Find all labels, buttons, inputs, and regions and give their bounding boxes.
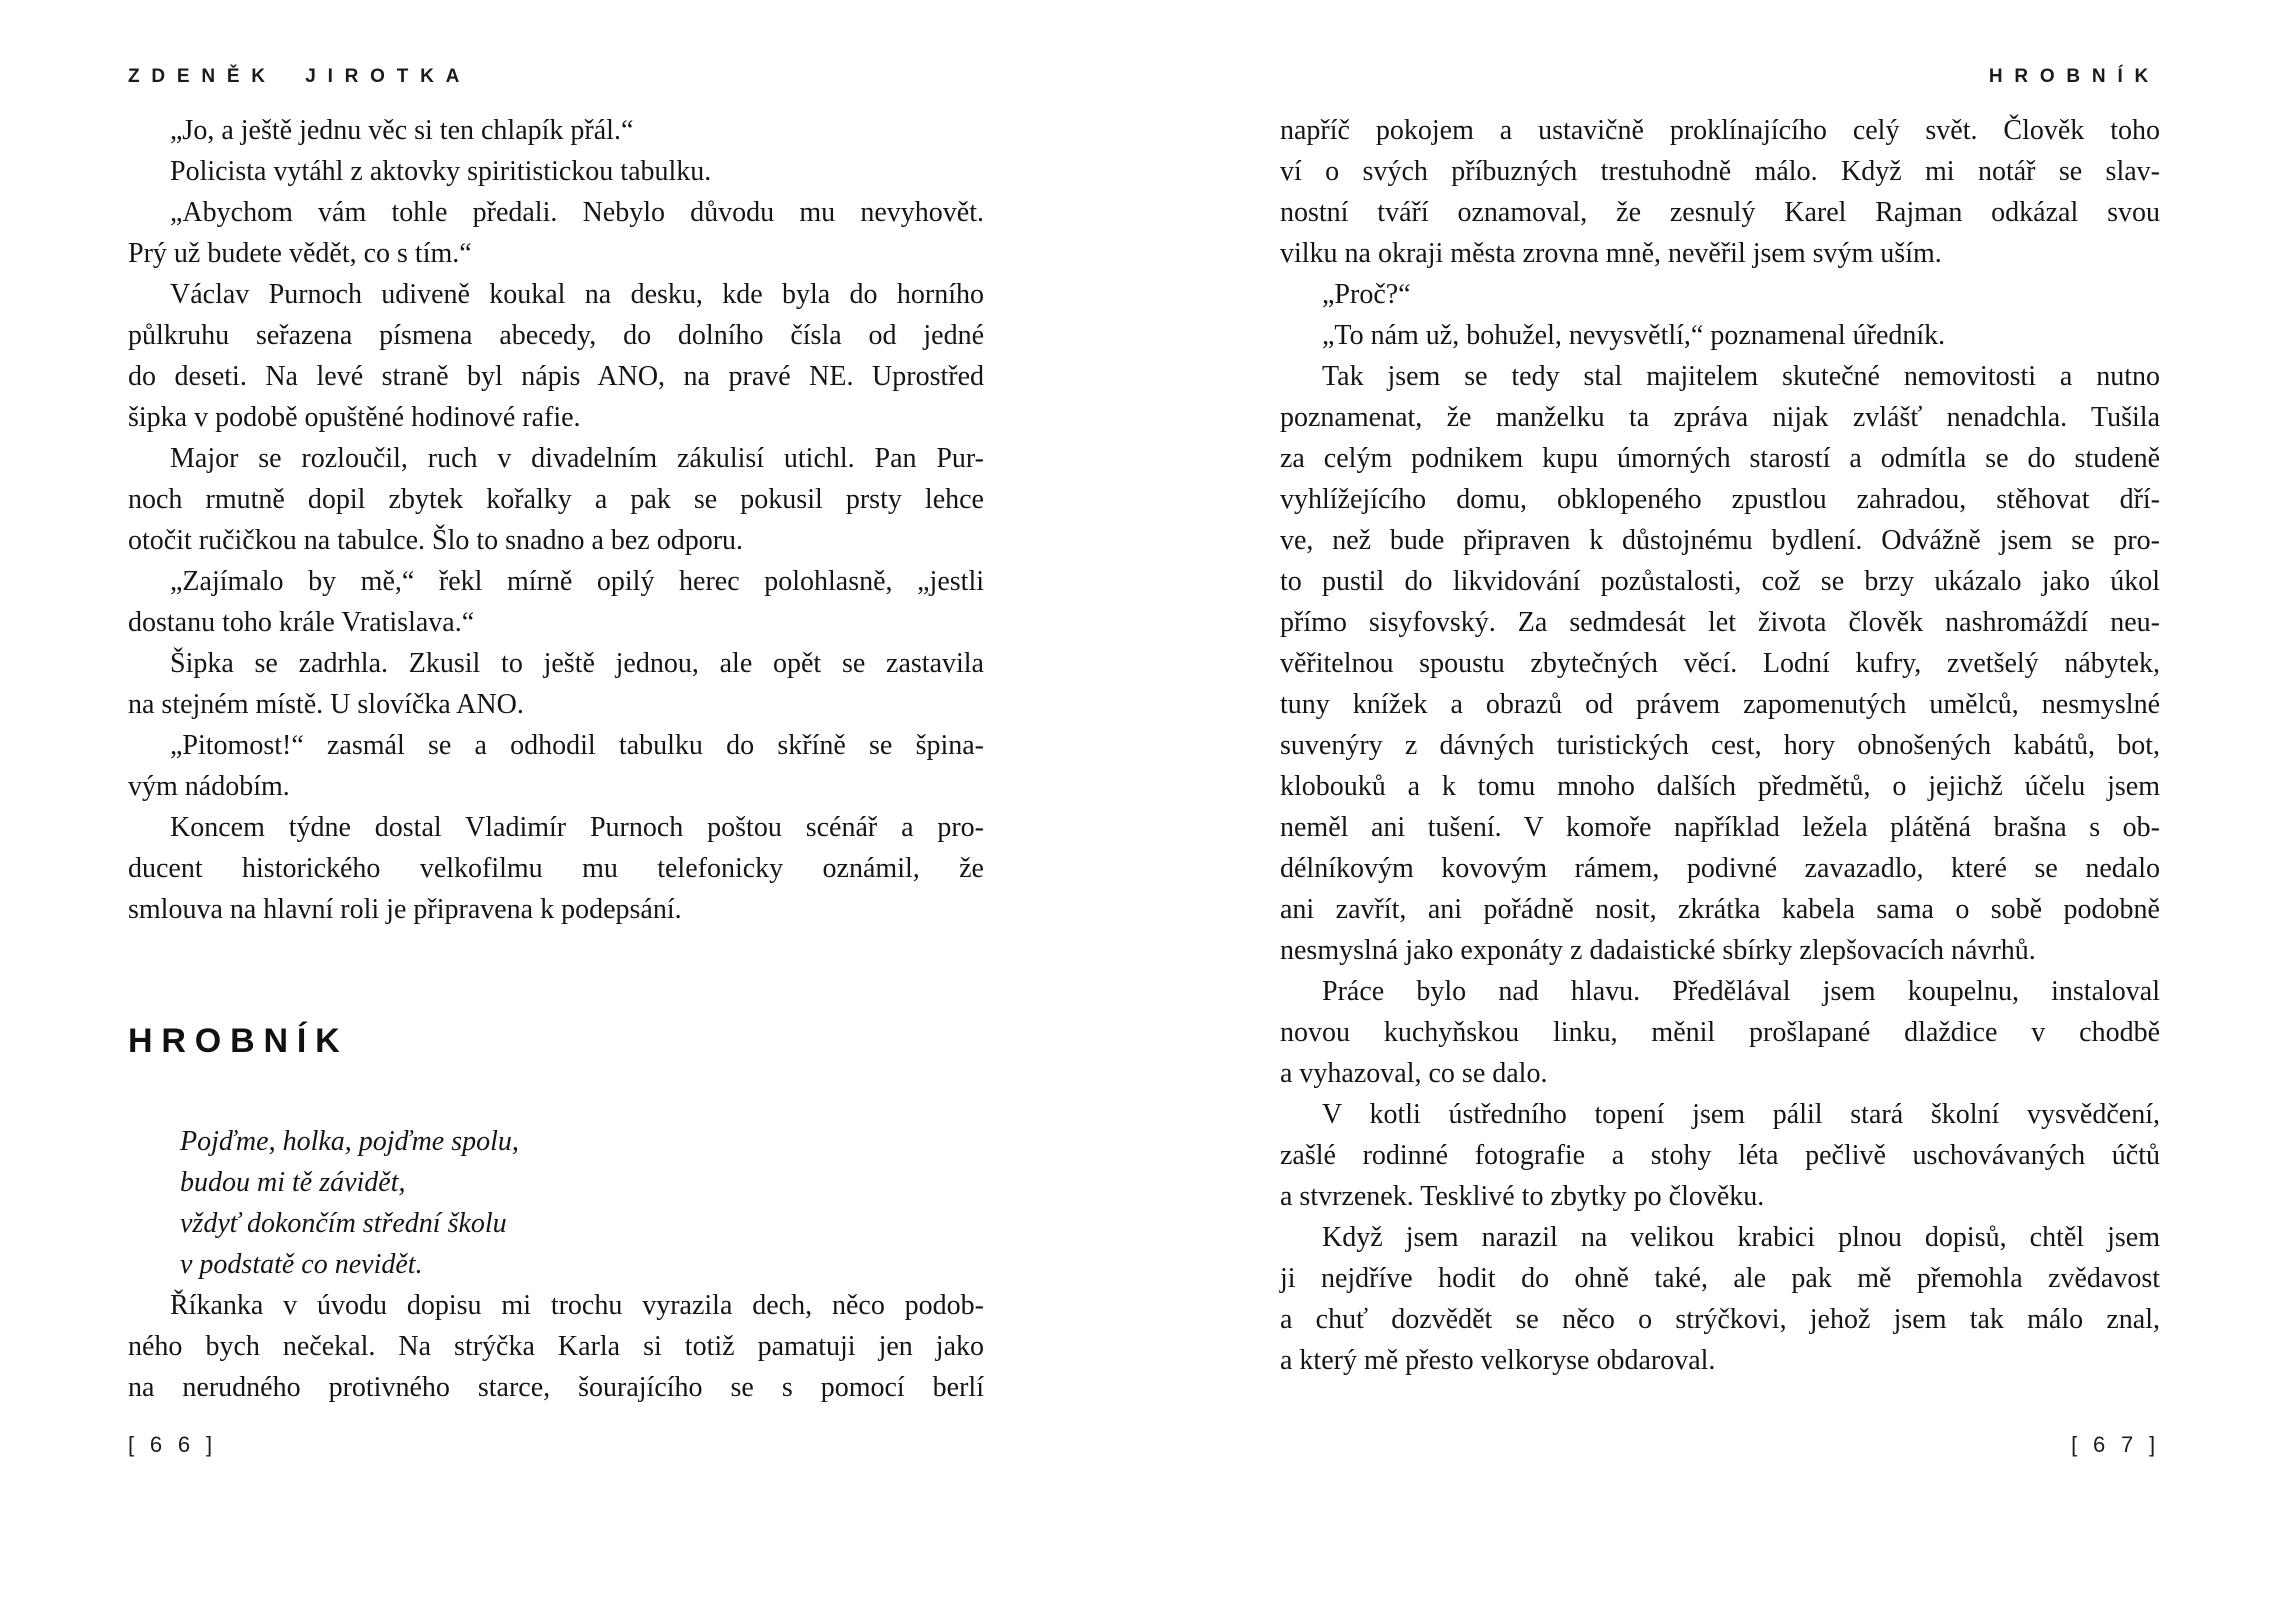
text-line: suvenýry z dávných turistických cest, hory obnošených kabátů, bot, — [1280, 730, 2160, 761]
text-line: Václav Purnoch udiveně koukal na desku, kde byla do horního — [170, 279, 984, 310]
text-line: „Zajímalo by mě,“ řekl mírně opilý herec polohlasně, „jestli — [170, 566, 984, 597]
verse-line: v podstatě co nevidět. — [180, 1249, 423, 1280]
text-line: „Pitomost!“ zasmál se a odhodil tabulku do skříně se špina- — [170, 730, 984, 761]
text-line: smlouva na hlavní roli je připravena k podepsání. — [128, 894, 682, 925]
page-right — [1280, 66, 2160, 1457]
paragraph — [1280, 1094, 2160, 1217]
left-page-body-after-verse — [128, 1285, 984, 1408]
paragraph — [128, 192, 984, 274]
text-line: ví o svých příbuzných trestuhodně málo. Když mi notář se slav- — [1280, 156, 2160, 187]
running-head-title: HROBNÍK — [1988, 66, 2160, 87]
text-line: Koncem týdne dostal Vladimír Purnoch poštou scénář a pro- — [170, 812, 984, 843]
paragraph — [128, 725, 984, 807]
text-line: půlkruhu seřazena písmena abecedy, do dolního čísla od jedné — [128, 320, 984, 351]
paragraph — [128, 1285, 984, 1408]
text-line: noch rmutně dopil zbytek kořalky a pak se pokusil prsty lehce — [128, 484, 984, 515]
text-line: „Jo, a ještě jednu věc si ten chlapík přál.“ — [170, 115, 634, 146]
verse-line: budou mi tě závidět, — [180, 1167, 406, 1198]
text-line: V kotli ústředního topení jsem pálil stará školní vysvědčení, — [1322, 1099, 2160, 1130]
text-line: nostní tváří oznamoval, že zesnulý Karel Rajman odkázal svou — [1280, 197, 2160, 228]
page-number-left: [ 6 6 ] — [128, 1432, 217, 1457]
paragraph — [1280, 274, 2160, 315]
text-line: otočit ručičkou na tabulce. Šlo to snadno a bez odporu. — [128, 525, 744, 556]
paragraph — [128, 561, 984, 643]
text-line: ji nejdříve hodit do ohně také, ale pak mě přemohla zvědavost — [1280, 1263, 2160, 1294]
paragraph — [128, 438, 984, 561]
text-line: „To nám už, bohužel, nevysvětlí,“ poznamenal úředník. — [1322, 320, 1946, 351]
text-line: za celým podnikem kupu úmorných starostí a odmítla se do studeně — [1280, 443, 2160, 474]
chapter-heading: HROBNÍK — [128, 1022, 349, 1060]
text-line: Tak jsem se tedy stal majitelem skutečné nemovitosti a nutno — [1322, 361, 2160, 392]
text-line: do deseti. Na levé straně byl nápis ANO, na pravé NE. Uprostřed — [128, 361, 984, 392]
page-left — [128, 66, 984, 1457]
verse-block — [180, 1121, 984, 1285]
text-line: tuny knížek a obrazů od právem zapomenutých umělců, nesmyslné — [1280, 689, 2160, 720]
left-page-body — [128, 110, 984, 930]
running-head-author: ZDENĚK JIROTKA — [128, 66, 472, 87]
text-line: a který mě přesto velkoryse obdaroval. — [1280, 1345, 1716, 1376]
text-line: věřitelnou spoustu zbytečných věcí. Lodní kufry, zvetšelý nábytek, — [1280, 648, 2160, 679]
right-page-body — [1280, 110, 2160, 1381]
text-line: Když jsem narazil na velikou krabici plnou dopisů, chtěl jsem — [1322, 1222, 2160, 1253]
text-line: to pustil do likvidování pozůstalosti, což se brzy ukázalo jako úkol — [1280, 566, 2160, 597]
text-line: zašlé rodinné fotografie a stohy léta pečlivě uschovávaných účtů — [1280, 1140, 2160, 1171]
text-line: Říkanka v úvodu dopisu mi trochu vyrazila dech, něco podob- — [170, 1290, 984, 1321]
text-line: ného bych nečekal. Na strýčka Karla si totiž pamatuji jen jako — [128, 1331, 984, 1362]
paragraph — [1280, 971, 2160, 1094]
text-line: a vyhazoval, co se dalo. — [1280, 1058, 1548, 1089]
text-line: Major se rozloučil, ruch v divadelním zákulisí utichl. Pan Pur- — [170, 443, 984, 474]
text-line: klobouků a k tomu mnoho dalších předmětů, o jejichž účelu jsem — [1280, 771, 2160, 802]
paragraph — [128, 643, 984, 725]
paragraph — [1280, 1217, 2160, 1381]
text-line: Šipka se zadrhla. Zkusil to ještě jednou, ale opět se zastavila — [170, 648, 984, 679]
text-line: šipka v podobě opuštěné hodinové rafie. — [128, 402, 581, 433]
paragraph — [128, 807, 984, 930]
text-line: dostanu toho krále Vratislava.“ — [128, 607, 475, 638]
text-line: přímo sisyfovský. Za sedmdesát let života člověk nashromáždí neu- — [1280, 607, 2160, 638]
text-line: nesmyslná jako exponáty z dadaistické sbírky zlepšovacích návrhů. — [1280, 935, 2036, 966]
text-line: na stejném místě. U slovíčka ANO. — [128, 689, 524, 720]
text-line: délníkovým kovovým rámem, podivné zavazadlo, které se nedalo — [1280, 853, 2160, 884]
text-line: ducent historického velkofilmu mu telefonicky oznámil, že — [128, 853, 984, 884]
paragraph — [128, 110, 984, 151]
text-line: ve, než bude připraven k důstojnému bydlení. Odvážně jsem se pro- — [1280, 525, 2160, 556]
text-line: Policista vytáhl z aktovky spiritistickou tabulku. — [170, 156, 712, 187]
text-line: napříč pokojem a ustavičně proklínajícího celý svět. Člověk toho — [1280, 115, 2160, 146]
paragraph — [128, 151, 984, 192]
verse-line: vždyť dokončím střední školu — [180, 1208, 507, 1239]
verse-line: Pojďme, holka, pojďme spolu, — [180, 1126, 519, 1157]
text-line: poznamenat, že manželku ta zpráva nijak zvlášť nenadchla. Tušila — [1280, 402, 2160, 433]
text-line: na nerudného protivného starce, šourajícího se s pomocí berlí — [128, 1372, 984, 1403]
paragraph — [1280, 315, 2160, 356]
text-line: vilku na okraji města zrovna mně, nevěřil jsem svým uším. — [1280, 238, 1942, 269]
text-line: neměl ani tušení. V komoře například ležela plátěná brašna s ob- — [1280, 812, 2160, 843]
text-line: Prý už budete vědět, co s tím.“ — [128, 238, 472, 269]
text-line: vým nádobím. — [128, 771, 290, 802]
text-line: „Abychom vám tohle předali. Nebylo důvodu mu nevyhovět. — [170, 197, 984, 228]
text-line: novou kuchyňskou linku, měnil prošlapané dlaždice v chodbě — [1280, 1017, 2160, 1048]
text-line: a chuť dozvědět se něco o strýčkovi, jehož jsem tak málo znal, — [1280, 1304, 2160, 1335]
text-line: a stvrzenek. Tesklivé to zbytky po člověku. — [1280, 1181, 1765, 1212]
text-line: „Proč?“ — [1322, 279, 1411, 310]
text-line: vyhlížejícího domu, obklopeného zpustlou zahradou, stěhovat dří- — [1280, 484, 2160, 515]
paragraph — [128, 274, 984, 438]
text-line: Práce bylo nad hlavu. Předělával jsem koupelnu, instaloval — [1322, 976, 2160, 1007]
text-line: ani zavřít, ani pořádně nosit, zkrátka kabela sama o sobě podobně — [1280, 894, 2160, 925]
page-number-right: [ 6 7 ] — [2071, 1432, 2160, 1457]
paragraph — [1280, 356, 2160, 971]
paragraph — [1280, 110, 2160, 274]
